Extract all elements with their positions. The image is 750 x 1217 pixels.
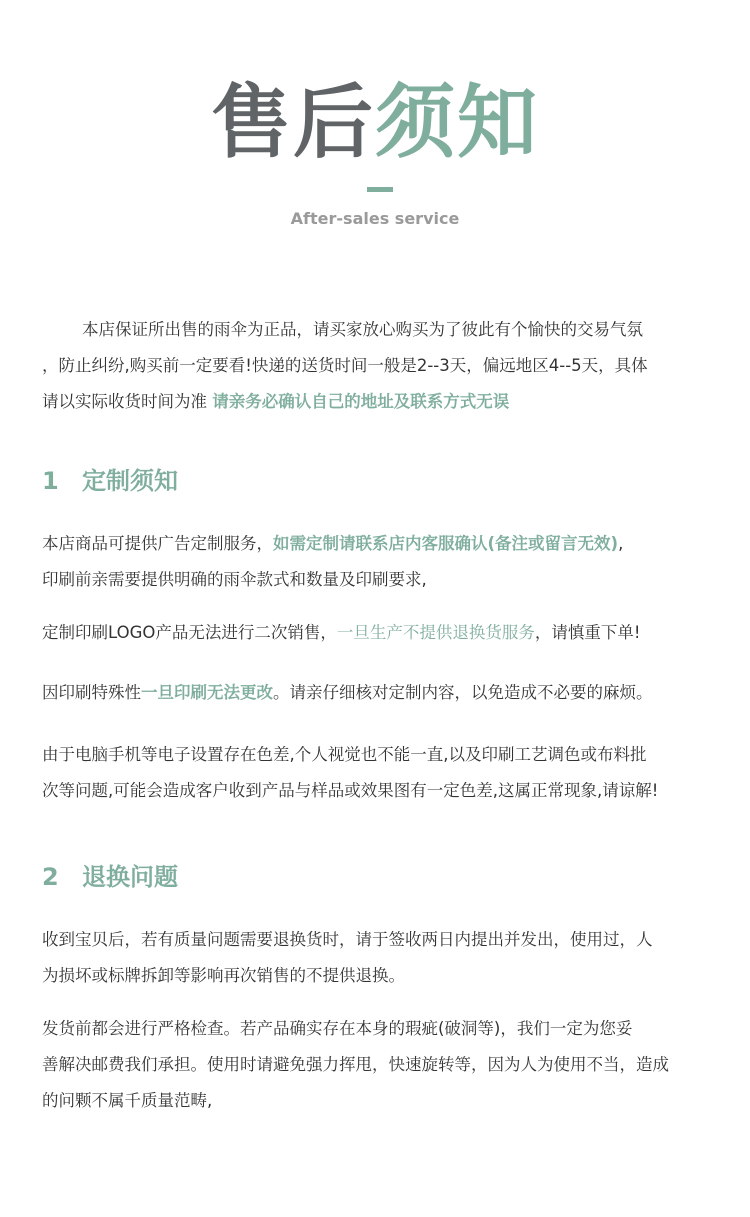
section-1-number: 1	[42, 467, 59, 495]
intro-highlight: 请亲务必确认自己的地址及联系方式无误	[212, 392, 510, 411]
s1-p1-text: 本店商品可提供广告定制服务，	[42, 534, 273, 553]
s2-p1-line-2: 为损坏或标牌拆卸等影响再次销售的不提供退换。	[42, 966, 405, 985]
section-2-paragraph-1	[42, 922, 722, 994]
page-title	[0, 78, 750, 168]
title-divider	[367, 187, 393, 192]
section-2-heading	[42, 861, 178, 893]
s1-p4-line-1: 由于电脑手机等电子设置存在色差,个人视觉也不能一直,以及印刷工艺调色或布料批	[42, 745, 647, 764]
s1-p1-line-1	[42, 526, 722, 562]
s2-p1-line-1: 收到宝贝后，若有质量问题需要退换货时，请于签收两日内提出并发出，使用过，人	[42, 930, 653, 949]
s1-p3-end: 。请亲仔细核对定制内容，以免造成不必要的麻烦。	[273, 683, 653, 702]
section-1-paragraph-3	[42, 675, 722, 711]
s2-p2-line-3: 的问颗不属千质量范畴,	[42, 1091, 213, 1110]
s1-p1-highlight: 如需定制请联系店内客服确认(备注或留言无效)	[273, 534, 619, 553]
section-1-paragraph-4	[42, 737, 722, 809]
section-1-paragraph-2	[42, 615, 722, 651]
intro-line-1: 本店保证所出售的雨伞为正品，请买家放心购买为了彼此有个愉快的交易气氛	[82, 320, 643, 339]
section-2-title: 退换问题	[82, 863, 178, 891]
section-2-paragraph-2	[42, 1011, 722, 1119]
s1-p2-highlight: 一旦生产不提供退换货服务	[336, 623, 535, 642]
section-2-number: 2	[42, 863, 59, 891]
section-1-paragraph-1	[42, 526, 722, 598]
page-subtitle: After-sales service	[290, 209, 460, 228]
title-part-dark: 售后	[211, 76, 375, 169]
intro-line-3-text: 请以实际收货时间为准	[42, 392, 213, 411]
intro-line-2: ，防止纠纷,购买前一定要看!快递的送货时间一般是2--3天，偏远地区4--5天，具体	[42, 356, 648, 375]
s2-p2-line-2: 善解决邮费我们承担。使用时请避免强力挥甩，快速旋转等，因为人为使用不当，造成	[42, 1055, 669, 1074]
title-part-green: 须知	[375, 76, 539, 169]
s1-p3-line	[42, 675, 722, 711]
section-1-title: 定制须知	[82, 467, 178, 495]
s1-p1-end: ,	[618, 534, 624, 553]
s1-p4-line-2: 次等问题,可能会造成客户收到产品与样品或效果图有一定色差,这属正常现象,请谅解!	[42, 781, 659, 800]
s1-p1-line-2: 印刷前亲需要提供明确的雨伞款式和数量及印刷要求,	[42, 570, 427, 589]
intro-paragraph	[42, 312, 722, 420]
s1-p3-text: 因印刷特殊性	[42, 683, 141, 702]
s1-p2-end: ，请慎重下单!	[534, 623, 641, 642]
s1-p2-text: 定制印刷LOGO产品无法进行二次销售，	[42, 623, 337, 642]
s2-p2-line-1: 发货前都会进行严格检查。若产品确实存在本身的瑕疵(破洞等)，我们一定为您妥	[42, 1019, 633, 1038]
s1-p2-line	[42, 615, 722, 651]
s1-p3-highlight: 一旦印刷无法更改	[141, 683, 273, 702]
intro-line-3	[42, 384, 722, 420]
section-1-heading	[42, 465, 178, 497]
